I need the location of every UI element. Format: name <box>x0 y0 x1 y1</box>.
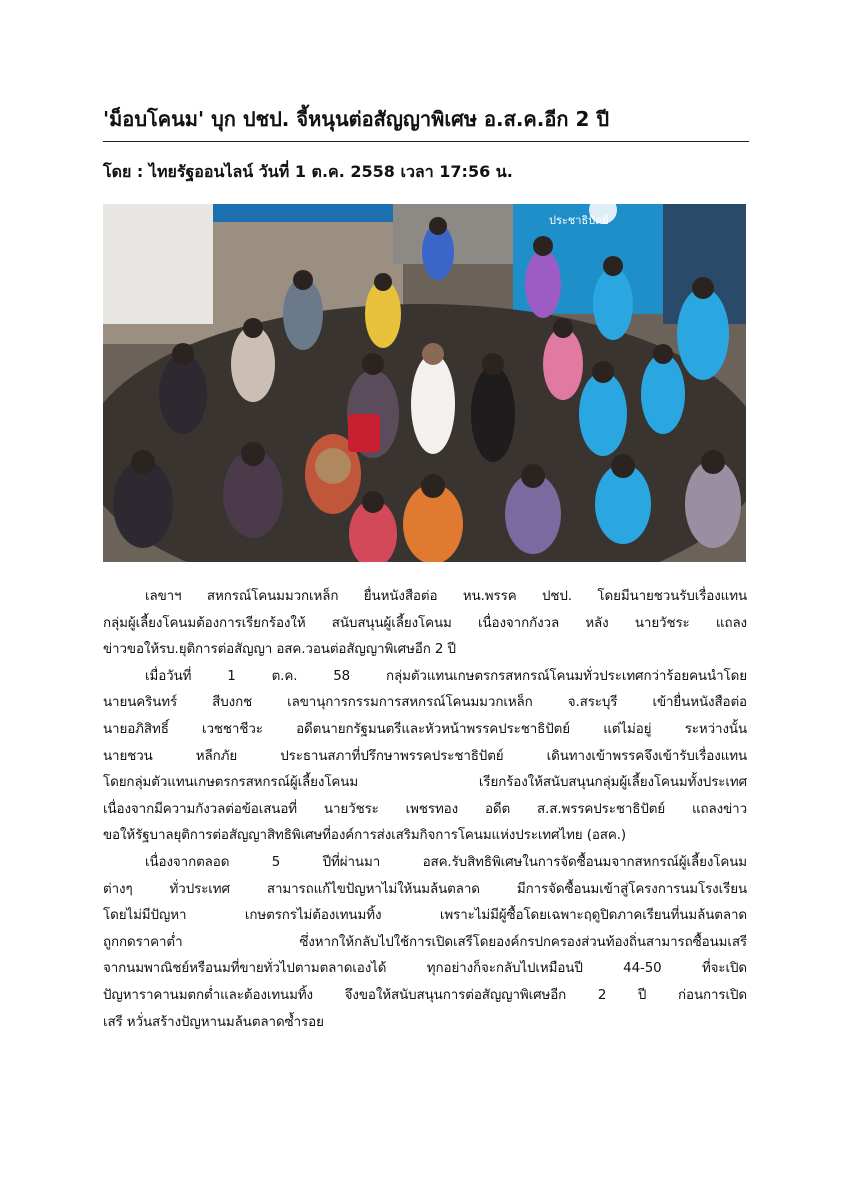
paragraph-line: จากนมพาณิชย์หรือนมที่ขายทั่วไปตามตลาดเองได้ ทุกอย่างก็จะกลับไปเหมือนปี 44-50 ที่จะเปิด <box>103 961 747 977</box>
paragraph-line: เนื่องจากมีความกังวลต่อข้อเสนอที่ นายวัชระ เพชรทอง อดีต ส.ส.พรรคประชาธิปัตย์ แถลงข่าว <box>103 801 747 817</box>
paragraph-3 <box>103 850 747 1036</box>
paragraph-line: โดยกลุ่มตัวแทนเกษตรกรสหกรณ์ผู้เลี้ยงโคนม เรียกร้องให้สนับสนุนกลุ่มผู้เลี้ยงโคนมทั้งประเทศ <box>103 775 747 791</box>
article-photo <box>103 204 746 562</box>
paragraph-line: โดยไม่มีปัญหา เกษตรกรไม่ต้องเทนมทิ้ง เพราะไม่มีผู้ซื้อโดยเฉพาะฤดูปิดภาคเรียนที่นมล้นตลาด <box>103 908 747 924</box>
paragraph-line: นายนครินทร์ สีบงกช เลขานุการกรรมการสหกรณ์โคนมมวกเหล็ก จ.สระบุรี เข้ายื่นหนังสือต่อ <box>103 695 747 711</box>
paragraph-line: ถูกกดราคาต่ำ ซึ่งหากให้กลับไปใช้การเปิดเสรีโดยองค์กรปกครองส่วนท้องถิ่นสามารถซื้อนมเสรี <box>103 934 747 950</box>
paragraph-line: เมื่อวันที่ 1 ต.ค. 58 กลุ่มตัวแทนเกษตรกรสหกรณ์โคนมทั่วประเทศกว่าร้อยคนนำโดย <box>145 668 747 684</box>
paragraph-2 <box>103 664 747 850</box>
paragraph-line: ต่างๆ ทั่วประเทศ สามารถแก้ไขปัญหาไม่ให้นมล้นตลาด มีการจัดซื้อนมเข้าสู่โครงการนมโรงเรียน <box>103 881 747 897</box>
paragraph-line: เนื่องจากตลอด 5 ปีที่ผ่านมา อสค.รับสิทธิพิเศษในการจัดซื้อนมจากสหกรณ์ผู้เลี้ยงโคนม <box>145 854 747 870</box>
crowd-photo-illustration <box>103 204 746 562</box>
paragraph-1 <box>103 584 747 664</box>
article-byline: โดย : ไทยรัฐออนไลน์ วันที่ 1 ต.ค. 2558 เวลา 17:56 น. <box>103 162 513 181</box>
paragraph-line: นายชวน หลีกภัย ประธานสภาที่ปรึกษาพรรคประชาธิปัตย์ เดินทางเข้าพรรคจึงเข้ารับเรื่องแทน <box>103 748 747 764</box>
paragraph-line: เลขาฯ สหกรณ์โคนมมวกเหล็ก ยื่นหนังสือต่อ หน.พรรค ปชป. โดยมีนายชวนรับเรื่องแทน <box>145 589 747 604</box>
article-body <box>103 584 747 1036</box>
paragraph-line: ข่าวขอให้รบ.ยุติการต่อสัญญา อสค.วอนต่อสัญญาพิเศษอีก 2 ปี <box>103 642 456 658</box>
paragraph-line: ปัญหาราคานมตกต่ำและต้องเทนมทิ้ง จึงขอให้สนับสนุนการต่อสัญญาพิเศษอีก 2 ปี ก่อนการเปิด <box>103 987 747 1003</box>
paragraph-line: กลุ่มผู้เลี้ยงโคนมต้องการเรียกร้องให้ สนับสนุนผู้เลี้ยงโคนม เนื่องจากกังวล หลัง นายวัชระ แถลง <box>103 615 747 631</box>
sign-text: ประชาธิปัตย์ <box>549 214 609 227</box>
headline-divider <box>103 141 749 142</box>
paragraph-line: ขอให้รัฐบาลยุติการต่อสัญญาสิทธิพิเศษที่องค์การส่งเสริมกิจการโคนมแห่งประเทศไทย (อสค.) <box>103 828 626 844</box>
article-headline: 'ม็อบโคนม' บุก ปชป. จี้หนุนต่อสัญญาพิเศษ อ.ส.ค.อีก 2 ปี <box>103 107 610 131</box>
paragraph-line: เสรี หวั่นสร้างปัญหานมล้นตลาดซ้ำรอย <box>103 1014 324 1030</box>
paragraph-line: นายอภิสิทธิ์ เวชชาชีวะ อดีตนายกรัฐมนตรีและหัวหน้าพรรคประชาธิปัตย์ แต่ไม่อยู่ ระหว่างนั้น <box>103 721 747 737</box>
